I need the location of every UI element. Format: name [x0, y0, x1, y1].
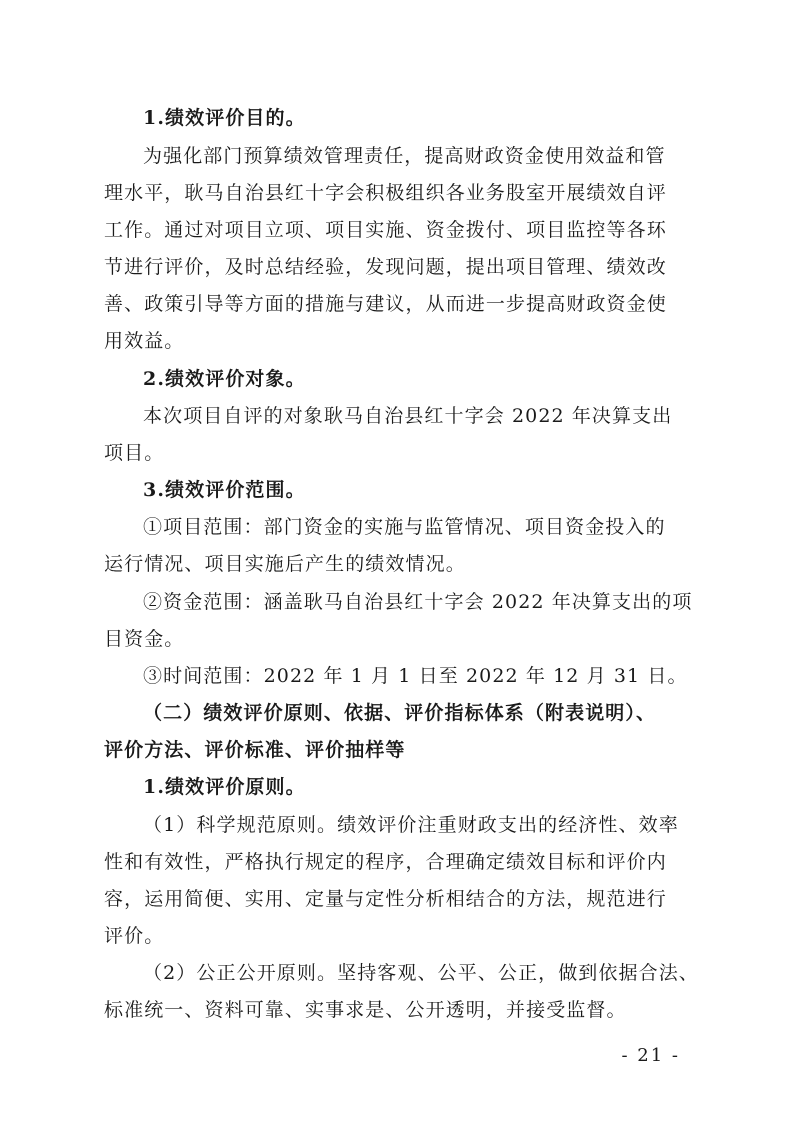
- heading-evaluation-scope: 3.绩效评价范围。: [143, 479, 306, 501]
- heading-evaluation-principles: 1.绩效评价原则。: [143, 776, 306, 798]
- section-heading-principles: （二）绩效评价原则、依据、评价指标体系（附表说明）、: [143, 702, 657, 724]
- paragraph-line: 为强化部门预算绩效管理责任，提高财政资金使用效益和管: [143, 145, 666, 167]
- paragraph-line: 善、政策引导等方面的措施与建议，从而进一步提高财政资金使: [104, 293, 667, 315]
- paragraph-line: 工作。通过对项目立项、项目实施、资金拨付、项目监控等各环: [104, 219, 667, 241]
- paragraph-line: ②资金范围：涵盖耿马自治县红十字会 2022 年决算支出的项: [143, 591, 693, 613]
- paragraph-line: 节进行评价，及时总结经验，发现问题，提出项目管理、绩效改: [104, 256, 667, 278]
- paragraph-line: 用效益。: [104, 330, 185, 352]
- heading-evaluation-object: 2.绩效评价对象。: [143, 368, 306, 390]
- paragraph-line: ③时间范围：2022 年 1 月 1 日至 2022 年 12 月 31 日。: [143, 665, 688, 687]
- paragraph-line: 容，运用简便、实用、定量与定性分析相结合的方法，规范进行: [104, 888, 667, 910]
- page-number: - 21 -: [621, 1045, 680, 1066]
- paragraph-line: 运行情况、项目实施后产生的绩效情况。: [104, 553, 466, 575]
- paragraph-line: ①项目范围：部门资金的实施与监管情况、项目资金投入的: [143, 516, 666, 538]
- paragraph-line: 本次项目自评的对象耿马自治县红十字会 2022 年决算支出: [143, 405, 673, 427]
- paragraph-line: 评价。: [104, 925, 165, 947]
- section-heading-principles-cont: 评价方法、评价标准、评价抽样等: [104, 739, 406, 761]
- paragraph-line: 标准统一、资料可靠、实事求是、公开透明，并接受监督。: [104, 999, 627, 1021]
- paragraph-line: 项目。: [104, 442, 165, 464]
- paragraph-line: 理水平，耿马自治县红十字会积极组织各业务股室开展绩效自评: [104, 182, 667, 204]
- paragraph-line: 性和有效性，严格执行规定的程序，合理确定绩效目标和评价内: [104, 851, 667, 873]
- paragraph-line: （1）科学规范原则。绩效评价注重财政支出的经济性、效率: [143, 814, 679, 836]
- paragraph-line: 目资金。: [104, 628, 185, 650]
- paragraph-line: （2）公正公开原则。坚持客观、公平、公正，做到依据合法、: [143, 962, 699, 984]
- heading-evaluation-purpose: 1.绩效评价目的。: [143, 107, 306, 129]
